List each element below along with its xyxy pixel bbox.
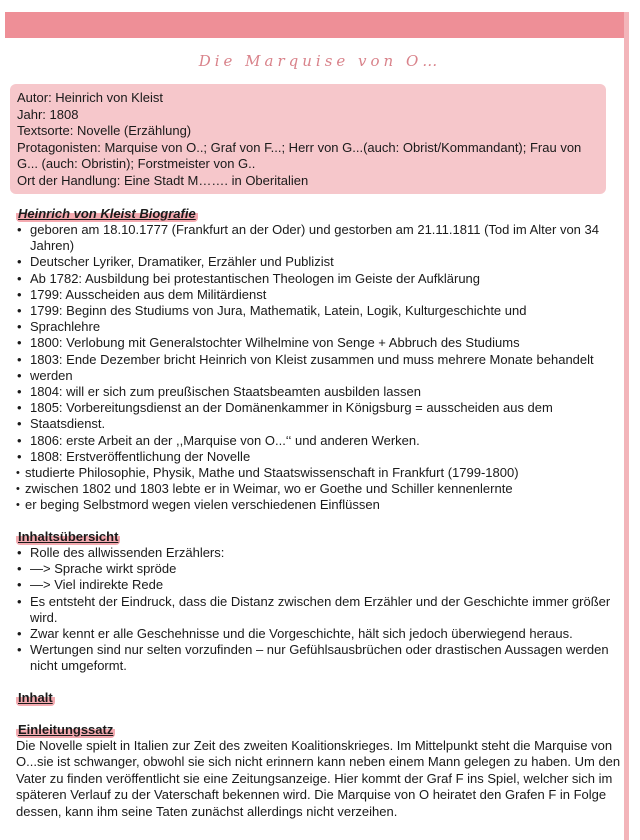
overview-list bbox=[16, 545, 621, 675]
list-item: • er beging Selbstmord wegen vielen verschiedenen Einflüssen bbox=[16, 497, 621, 513]
right-border-bar bbox=[624, 12, 629, 840]
list-item: • —> Sprache wirkt spröde bbox=[16, 561, 621, 577]
list-item: • Ab 1782: Ausbildung bei protestantischen Theologen im Geiste der Aufklärung bbox=[16, 271, 621, 287]
list-item: • 1803: Ende Dezember bricht Heinrich von Kleist zusammen und muss mehrere Monate behandelt bbox=[16, 352, 621, 368]
list-item: • 1799: Beginn des Studiums von Jura, Mathematik, Latein, Logik, Kulturgeschichte und bbox=[16, 303, 621, 319]
intro-paragraph: Die Novelle spielt in Italien zur Zeit des zweiten Koalitionskrieges. Im Mittelpunkt steht die Marquise von O...sie ist schwanger, obwohl sie sich nicht erinnern kann neben einem Mann gelegen zu haben. Um den Vater zu finden veröffentlicht sie eine Zeitungsanzeige. Hier kommt der Graf F ins Spiel, welcher sich im späteren Verlauf zu der Vaterschaft bekennen wird. Die Marquise von O heiratet den Grafen F in Folge dessen, kann ihm seine Taten zunächst allerdings nicht verzeihen. bbox=[16, 738, 621, 819]
list-item: • geboren am 18.10.1777 (Frankfurt an der Oder) und gestorben am 21.11.1811 (Tod im Alter von 34 Jahren) bbox=[16, 222, 621, 254]
list-item: • Es entsteht der Eindruck, dass die Distanz zwischen dem Erzähler und der Geschichte immer größer wird. bbox=[16, 594, 621, 626]
info-line-author: Autor: Heinrich von Kleist bbox=[17, 90, 163, 105]
info-line-setting: Ort der Handlung: Eine Stadt M……. in Oberitalien bbox=[17, 172, 309, 188]
list-item: • Staatsdienst. bbox=[16, 416, 621, 432]
header-bar bbox=[5, 12, 624, 38]
list-item: • 1806: erste Arbeit an der ,,Marquise von O...‘‘ und anderen Werken. bbox=[16, 433, 621, 449]
list-item: • —> Viel indirekte Rede bbox=[16, 577, 621, 593]
list-item: • 1800: Verlobung mit Generalstochter Wilhelmine von Senge + Abbruch des Studiums bbox=[16, 335, 621, 351]
info-line-protagonists: Protagonisten: Marquise von O..; Graf von F...; Herr von G...(auch: Obrist/Kommandant); Frau von bbox=[17, 139, 582, 155]
overview-heading: Inhaltsübersicht bbox=[18, 529, 119, 544]
list-item: • 1799: Ausscheiden aus dem Militärdienst bbox=[16, 287, 621, 303]
list-item: • 1804: will er sich zum preußischen Staatsbeamten ausbilden lassen bbox=[16, 384, 621, 400]
biography-heading: Heinrich von Kleist Biografie bbox=[18, 206, 196, 221]
document-title: Die Marquise von O… bbox=[198, 52, 442, 70]
list-item: • studierte Philosophie, Physik, Mathe und Staatswissenschaft in Frankfurt (1799-1800) bbox=[16, 465, 621, 481]
info-box bbox=[10, 84, 606, 194]
content-heading: Inhalt bbox=[18, 690, 53, 705]
info-line-genre: Textsorte: Novelle (Erzählung) bbox=[17, 123, 192, 139]
list-item: • zwischen 1802 und 1803 lebte er in Weimar, wo er Goethe und Schiller kennenlernte bbox=[16, 481, 621, 497]
list-item: • Rolle des allwissenden Erzählers: bbox=[16, 545, 621, 561]
biography-list bbox=[16, 222, 621, 514]
list-item: • 1805: Vorbereitungsdienst an der Domänenkammer in Königsburg = ausscheiden aus dem bbox=[16, 400, 621, 416]
info-line-year: Jahr: 1808 bbox=[17, 106, 79, 122]
intro-heading: Einleitungssatz bbox=[18, 722, 114, 737]
list-item: • Deutscher Lyriker, Dramatiker, Erzähler und Publizist bbox=[16, 254, 621, 270]
list-item: • werden bbox=[16, 368, 621, 384]
info-lines bbox=[17, 90, 607, 190]
list-item: • 1808: Erstveröffentlichung der Novelle bbox=[16, 449, 621, 465]
list-item: • Zwar kennt er alle Geschehnisse und die Vorgeschichte, hält sich jedoch überwiegend heraus. bbox=[16, 626, 621, 642]
list-item: • Wertungen sind nur selten vorzufinden – nur Gefühlsausbrüchen oder drastischen Aussagen werden nicht umgeformt. bbox=[16, 642, 621, 674]
info-line-protagonists-cont: G... (auch: Obristin); Forstmeister von G.. bbox=[17, 156, 256, 172]
list-item: • Sprachlehre bbox=[16, 319, 621, 335]
